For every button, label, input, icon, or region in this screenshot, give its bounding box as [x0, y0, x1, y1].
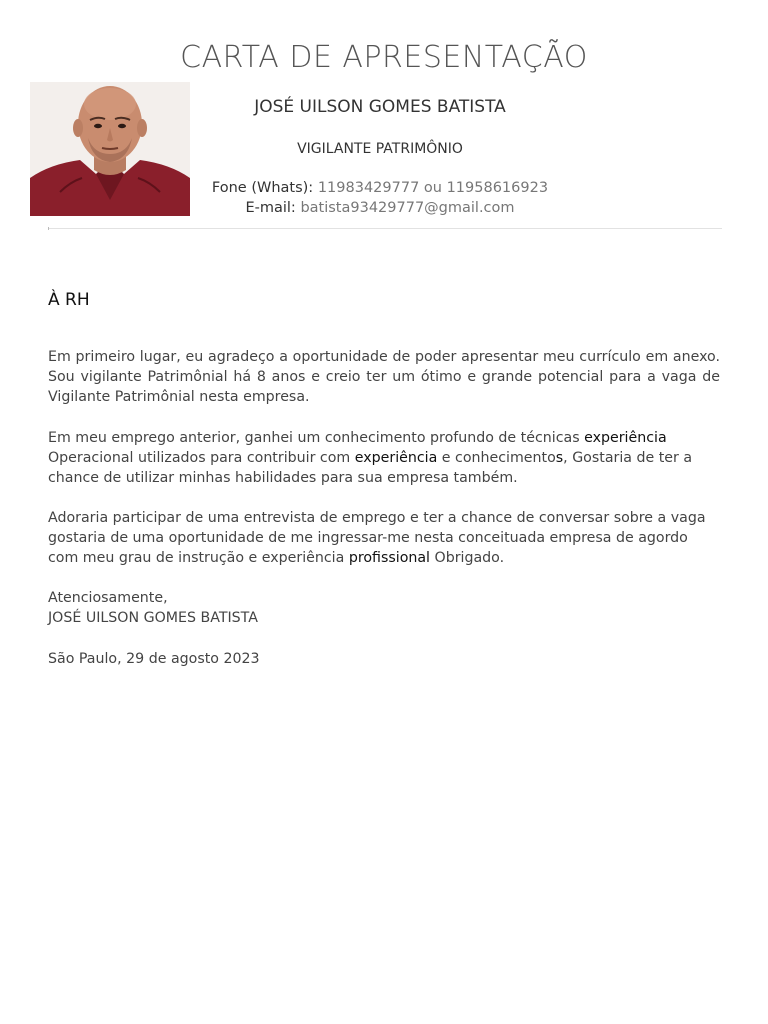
divider-marker [48, 227, 49, 230]
paragraph-experience-text-3: e conhecimento [437, 450, 556, 466]
keyword-s: s [555, 450, 564, 466]
email-label: E-mail: [245, 200, 296, 216]
document-title: CARTA DE APRESENTAÇÃO [180, 40, 588, 75]
email-value: batista93429777@gmail.com [300, 200, 515, 216]
header-divider [48, 228, 722, 229]
profile-photo [30, 82, 190, 216]
email-line [190, 200, 570, 216]
paragraph-experience-text-1: Em meu emprego anterior, ganhei um conhecimento profundo de técnicas [48, 430, 585, 446]
signature-name: JOSÉ UILSON GOMES BATISTA [48, 610, 258, 626]
paragraph-interview-text-2: Obrigado. [430, 550, 505, 566]
closing-line: Atenciosamente, [48, 590, 168, 606]
paragraph-interview [48, 508, 720, 568]
letter-date: São Paulo, 29 de agosto 2023 [48, 651, 260, 667]
paragraph-experience [48, 428, 720, 488]
candidate-name: JOSÉ UILSON GOMES BATISTA [254, 97, 506, 117]
paragraph-intro: Em primeiro lugar, eu agradeço a oportunidade de poder apresentar meu currículo em anexo. Sou vigilante Patrimônial há 8 anos e creio ter um ótimo e grande potencial para a vaga de Vigilante Patrimônial nesta empresa. [48, 349, 720, 405]
phone-value: 11983429777 ou 11958616923 [317, 180, 549, 196]
phone-label: Fone (Whats): [211, 180, 314, 196]
keyword-profissional: profissional [348, 550, 431, 566]
paragraph-interview-text-1: Adoraria participar de uma entrevista de emprego e ter a chance de conversar sobre a vaga gostaria de uma oportunidade de me ingressar-me nesta conceituada empresa de agordo com meu grau de instrução e experiência [48, 510, 706, 566]
paragraph-experience-text-4: , Gostaria de ter a chance de utilizar minhas habilidades para sua empresa também. [48, 450, 693, 486]
keyword-experiencia-2: experiência [354, 450, 438, 466]
phone-line [190, 180, 570, 196]
keyword-experiencia-1: experiência [584, 430, 667, 446]
closing-block [48, 588, 720, 628]
paragraph-experience-text-2: Operacional utilizados para contribuir com [48, 450, 355, 466]
letter-greeting: À RH [48, 290, 90, 310]
candidate-role: VIGILANTE PATRIMÔNIO [297, 141, 463, 157]
